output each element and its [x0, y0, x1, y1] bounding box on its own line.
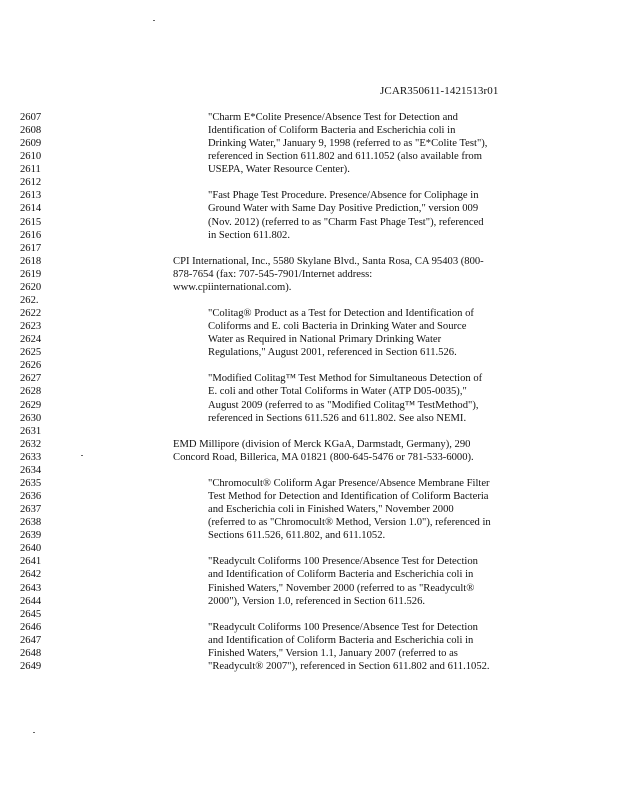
document-line: [0, 359, 618, 372]
line-text: (referred to as "Chromocult® Method, Version 1.0"), referenced in: [208, 517, 491, 529]
document-line: [0, 595, 618, 608]
document-line: [0, 425, 618, 438]
line-number: 2627: [20, 373, 42, 385]
line-number: 2617: [20, 242, 42, 254]
document-line: [0, 542, 618, 555]
line-number: 2648: [20, 647, 42, 659]
line-number: 2624: [20, 334, 42, 346]
document-line: [0, 189, 618, 202]
document-line: [0, 503, 618, 516]
line-number: 2608: [20, 125, 42, 137]
line-number: 2629: [20, 399, 42, 411]
document-line: [0, 281, 618, 294]
document-line: [0, 202, 618, 215]
document-line: [0, 385, 618, 398]
document-line: [0, 621, 618, 634]
line-text: "Chromocult® Coliform Agar Presence/Absence Membrane Filter: [208, 477, 490, 489]
line-text: Coliforms and E. coli Bacteria in Drinking Water and Source: [208, 321, 467, 333]
document-line: [0, 137, 618, 150]
line-text: "Readycult Coliforms 100 Presence/Absence Test for Detection: [208, 556, 478, 568]
line-number: 2614: [20, 203, 42, 215]
line-text: referenced in Sections 611.526 and 611.802. See also NEMI.: [208, 412, 467, 424]
line-text: E. coli and other Total Coliforms in Water (ATP D05-0035),": [208, 386, 467, 398]
line-number: 2620: [20, 281, 42, 293]
document-line: [0, 150, 618, 163]
line-number: 2615: [20, 216, 42, 228]
line-text: www.cpiinternational.com).: [173, 281, 292, 293]
line-number: 2647: [20, 634, 42, 646]
document-line: [0, 660, 618, 673]
line-number: 2610: [20, 151, 42, 163]
document-line: [0, 490, 618, 503]
line-text: Water as Required in National Primary Drinking Water: [208, 334, 442, 346]
line-number: 2612: [20, 177, 42, 189]
document-line: [0, 582, 618, 595]
document-line: [0, 516, 618, 529]
document-line: [0, 216, 618, 229]
line-number: 2639: [20, 530, 42, 542]
line-text: CPI International, Inc., 5580 Skylane Blvd., Santa Rosa, CA 95403 (800-: [173, 255, 484, 267]
line-text: "Charm E*Colite Presence/Absence Test for Detection and: [208, 112, 458, 123]
line-number: 2626: [20, 360, 42, 372]
line-number: 2630: [20, 412, 42, 424]
document-line: [0, 242, 618, 255]
line-number: 2618: [20, 255, 42, 267]
document-line: [0, 111, 618, 124]
line-text: "Modified Colitag™ Test Method for Simultaneous Detection of: [208, 373, 483, 385]
line-number: 2623: [20, 321, 42, 333]
line-text: referenced in Section 611.802 and 611.1052 (also available from: [208, 151, 482, 163]
document-line: [0, 529, 618, 542]
document-line: [0, 634, 618, 647]
line-number: 2646: [20, 621, 42, 633]
line-number: 2633: [20, 451, 42, 463]
line-number: 2632: [20, 438, 42, 450]
document-id: JCAR350611-1421513r01: [380, 85, 499, 97]
line-number: 2611: [20, 164, 41, 176]
line-number: 262.: [20, 294, 39, 306]
document-line: [0, 294, 618, 307]
line-text: Test Method for Detection and Identification of Coliform Bacteria: [208, 491, 489, 503]
line-number: 2607: [20, 112, 42, 123]
line-text: Ground Water with Same Day Positive Prediction," version 009: [208, 203, 479, 215]
line-number: 2636: [20, 491, 42, 503]
line-number: 2634: [20, 464, 42, 476]
line-text: Drinking Water," January 9, 1998 (referred to as "E*Colite Test"),: [208, 138, 488, 150]
document-line: [0, 451, 618, 464]
line-text: Sections 611.526, 611.802, and 611.1052.: [208, 530, 386, 542]
line-text: (Nov. 2012) (referred to as "Charm Fast Phage Test"), referenced: [208, 216, 484, 228]
line-text: Regulations," August 2001, referenced in Section 611.526.: [208, 347, 457, 359]
document-line: [0, 412, 618, 425]
line-text: "Colitag® Product as a Test for Detection and Identification of: [208, 308, 474, 320]
document-line: [0, 608, 618, 621]
line-text: in Section 611.802.: [208, 229, 290, 241]
line-text: "Fast Phage Test Procedure. Presence/Absence for Coliphage in: [208, 190, 479, 202]
document-line: [0, 438, 618, 451]
line-number: 2609: [20, 138, 42, 150]
line-text: Identification of Coliform Bacteria and Escherichia coli in: [208, 125, 456, 137]
line-text: 878-7654 (fax: 707-545-7901/Internet address:: [173, 268, 373, 280]
line-text: 2000"), Version 1.0, referenced in Section 611.526.: [208, 595, 426, 607]
line-number: 2631: [20, 425, 42, 437]
line-text: "Readycult® 2007"), referenced in Section 611.802 and 611.1052.: [208, 660, 490, 672]
line-number: 2638: [20, 517, 42, 529]
document-line: [0, 568, 618, 581]
line-number: 2644: [20, 595, 42, 607]
document-line: [0, 399, 618, 412]
document-line: [0, 464, 618, 477]
document-line: [0, 647, 618, 660]
line-text: August 2009 (referred to as "Modified Colitag™ TestMethod"),: [208, 399, 479, 411]
line-number: 2640: [20, 543, 42, 555]
line-number: 2616: [20, 229, 42, 241]
line-number: 2628: [20, 386, 42, 398]
line-number: 2642: [20, 569, 42, 581]
line-text: Finished Waters," November 2000 (referred to as "Readycult®: [208, 582, 475, 594]
document-line: [0, 333, 618, 346]
line-number: 2649: [20, 660, 42, 672]
scan-speck: [153, 20, 155, 21]
line-number: 2645: [20, 608, 42, 620]
line-text: Concord Road, Billerica, MA 01821 (800-645-5476 or 781-533-6000).: [173, 451, 474, 463]
document-line: [0, 163, 618, 176]
document-line: [0, 477, 618, 490]
document-line: [0, 372, 618, 385]
line-text: and Identification of Coliform Bacteria and Escherichia coli in: [208, 634, 474, 646]
document-line: [0, 176, 618, 189]
document-line: [0, 255, 618, 268]
document-line: [0, 229, 618, 242]
line-number: 2619: [20, 268, 42, 280]
line-text: "Readycult Coliforms 100 Presence/Absence Test for Detection: [208, 621, 478, 633]
line-text: Finished Waters," Version 1.1, January 2007 (referred to as: [208, 647, 458, 659]
document-line: [0, 555, 618, 568]
line-number: 2613: [20, 190, 42, 202]
line-number: 2635: [20, 477, 42, 489]
line-number: 2637: [20, 504, 42, 516]
document-line: [0, 320, 618, 333]
line-number: 2643: [20, 582, 42, 594]
document-line: [0, 346, 618, 359]
line-number: 2641: [20, 556, 42, 568]
scan-speck: [33, 732, 35, 733]
line-number: 2625: [20, 347, 42, 359]
document-line: [0, 124, 618, 137]
line-text: and Identification of Coliform Bacteria and Escherichia coli in: [208, 569, 474, 581]
line-text: and Escherichia coli in Finished Waters," November 2000: [208, 504, 454, 516]
line-number: 2622: [20, 308, 42, 320]
document-line: [0, 268, 618, 281]
document-line: [0, 307, 618, 320]
line-text: EMD Millipore (division of Merck KGaA, Darmstadt, Germany), 290: [173, 438, 471, 450]
line-text: USEPA, Water Resource Center).: [208, 164, 350, 176]
